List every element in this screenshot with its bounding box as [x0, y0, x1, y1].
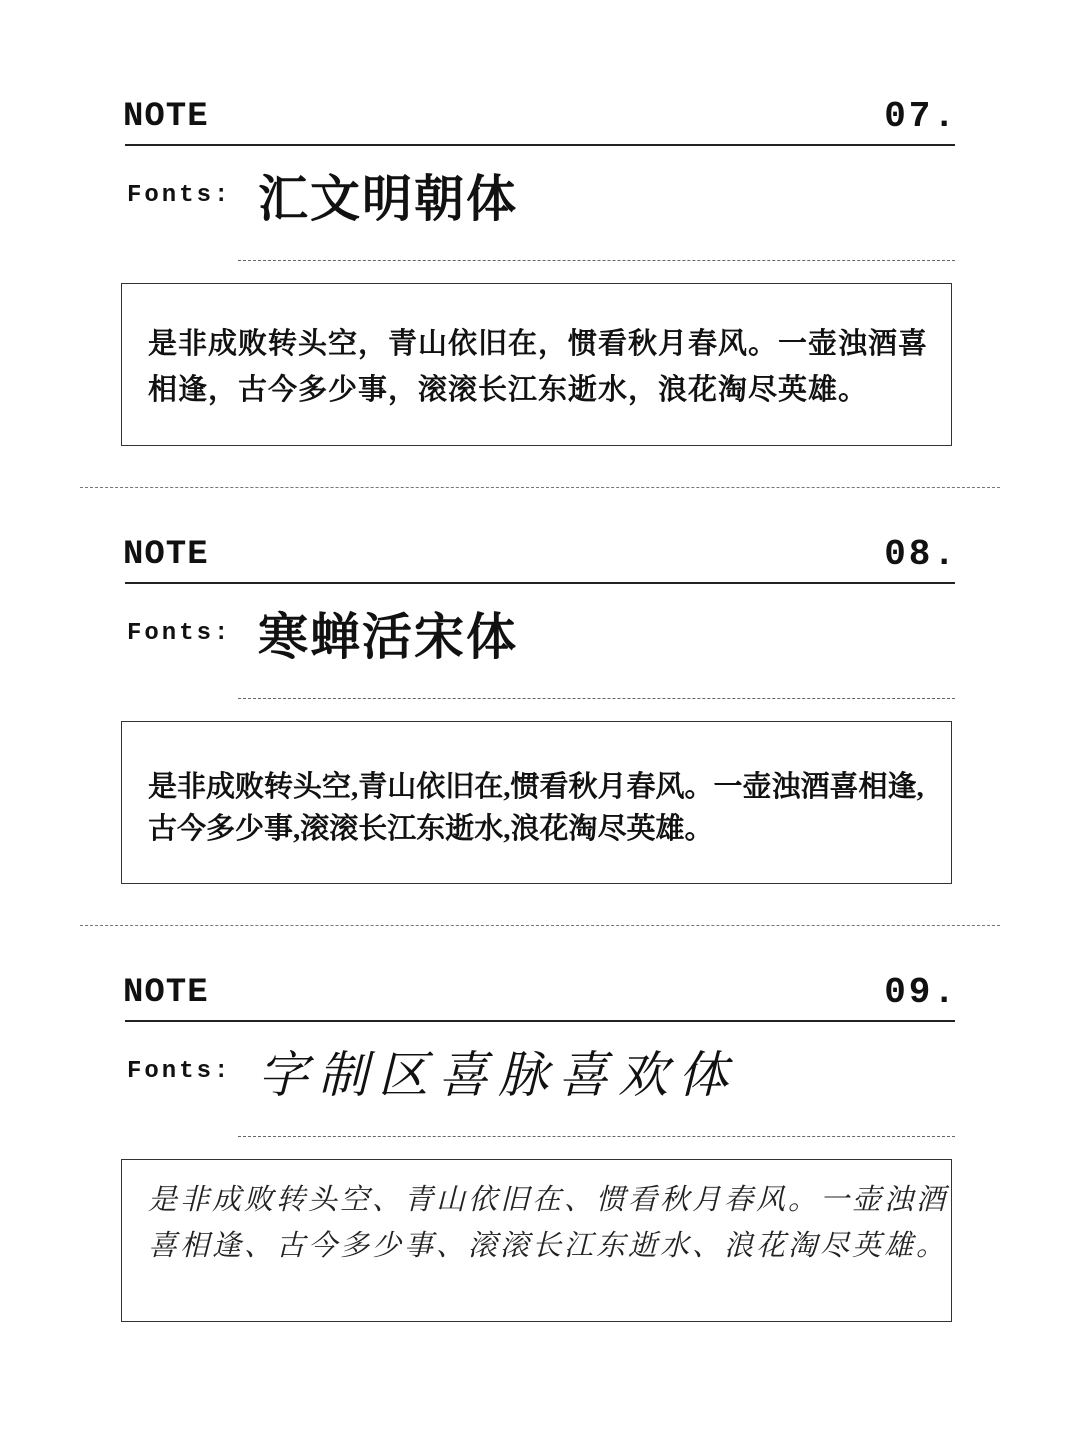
font-name: 寒蝉活宋体 — [258, 607, 518, 666]
section-separator — [80, 487, 1000, 488]
note-label: NOTE — [123, 98, 209, 136]
note-label: NOTE — [123, 536, 209, 574]
sample-text: 是非成败转头空、青山依旧在、惯看秋月春风。一壶浊酒喜相逢、古今多少事、滚滚长江东逝水、浪花淘尽英雄。 — [148, 1182, 949, 1262]
font-name-dashed-rule — [238, 1136, 955, 1137]
note-number: 08. — [884, 534, 958, 575]
note-number: 09. — [884, 972, 958, 1013]
note-number: 07. — [884, 96, 958, 137]
fonts-label: Fonts: — [127, 620, 232, 647]
font-name-dashed-rule — [238, 260, 955, 261]
header-rule — [125, 1020, 955, 1022]
font-name: 字制区喜脉喜欢体 — [258, 1046, 738, 1104]
note-label: NOTE — [123, 974, 209, 1012]
sample-box — [121, 721, 952, 884]
font-name-dashed-rule — [238, 698, 955, 699]
note-08 — [0, 535, 1080, 973]
note-07 — [0, 97, 1080, 535]
sample-box — [121, 1159, 952, 1322]
header-rule — [125, 582, 955, 584]
header-rule — [125, 144, 955, 146]
sample-text: 是非成败转头空,青山依旧在,惯看秋月春风。一壶浊酒喜相逢,古今多少事,滚滚长江东逝水,浪花淘尽英雄。 — [148, 771, 924, 845]
font-name: 汇文明朝体 — [258, 169, 518, 228]
sample-text: 是非成败转头空，青山依旧在，惯看秋月春风。一壶浊酒喜相逢，古今多少事，滚滚长江东逝水，浪花淘尽英雄。 — [148, 326, 929, 406]
fonts-label: Fonts: — [127, 182, 232, 209]
fonts-label: Fonts: — [127, 1058, 232, 1085]
sample-box — [121, 283, 952, 446]
note-09 — [0, 973, 1080, 1411]
section-separator — [80, 925, 1000, 926]
